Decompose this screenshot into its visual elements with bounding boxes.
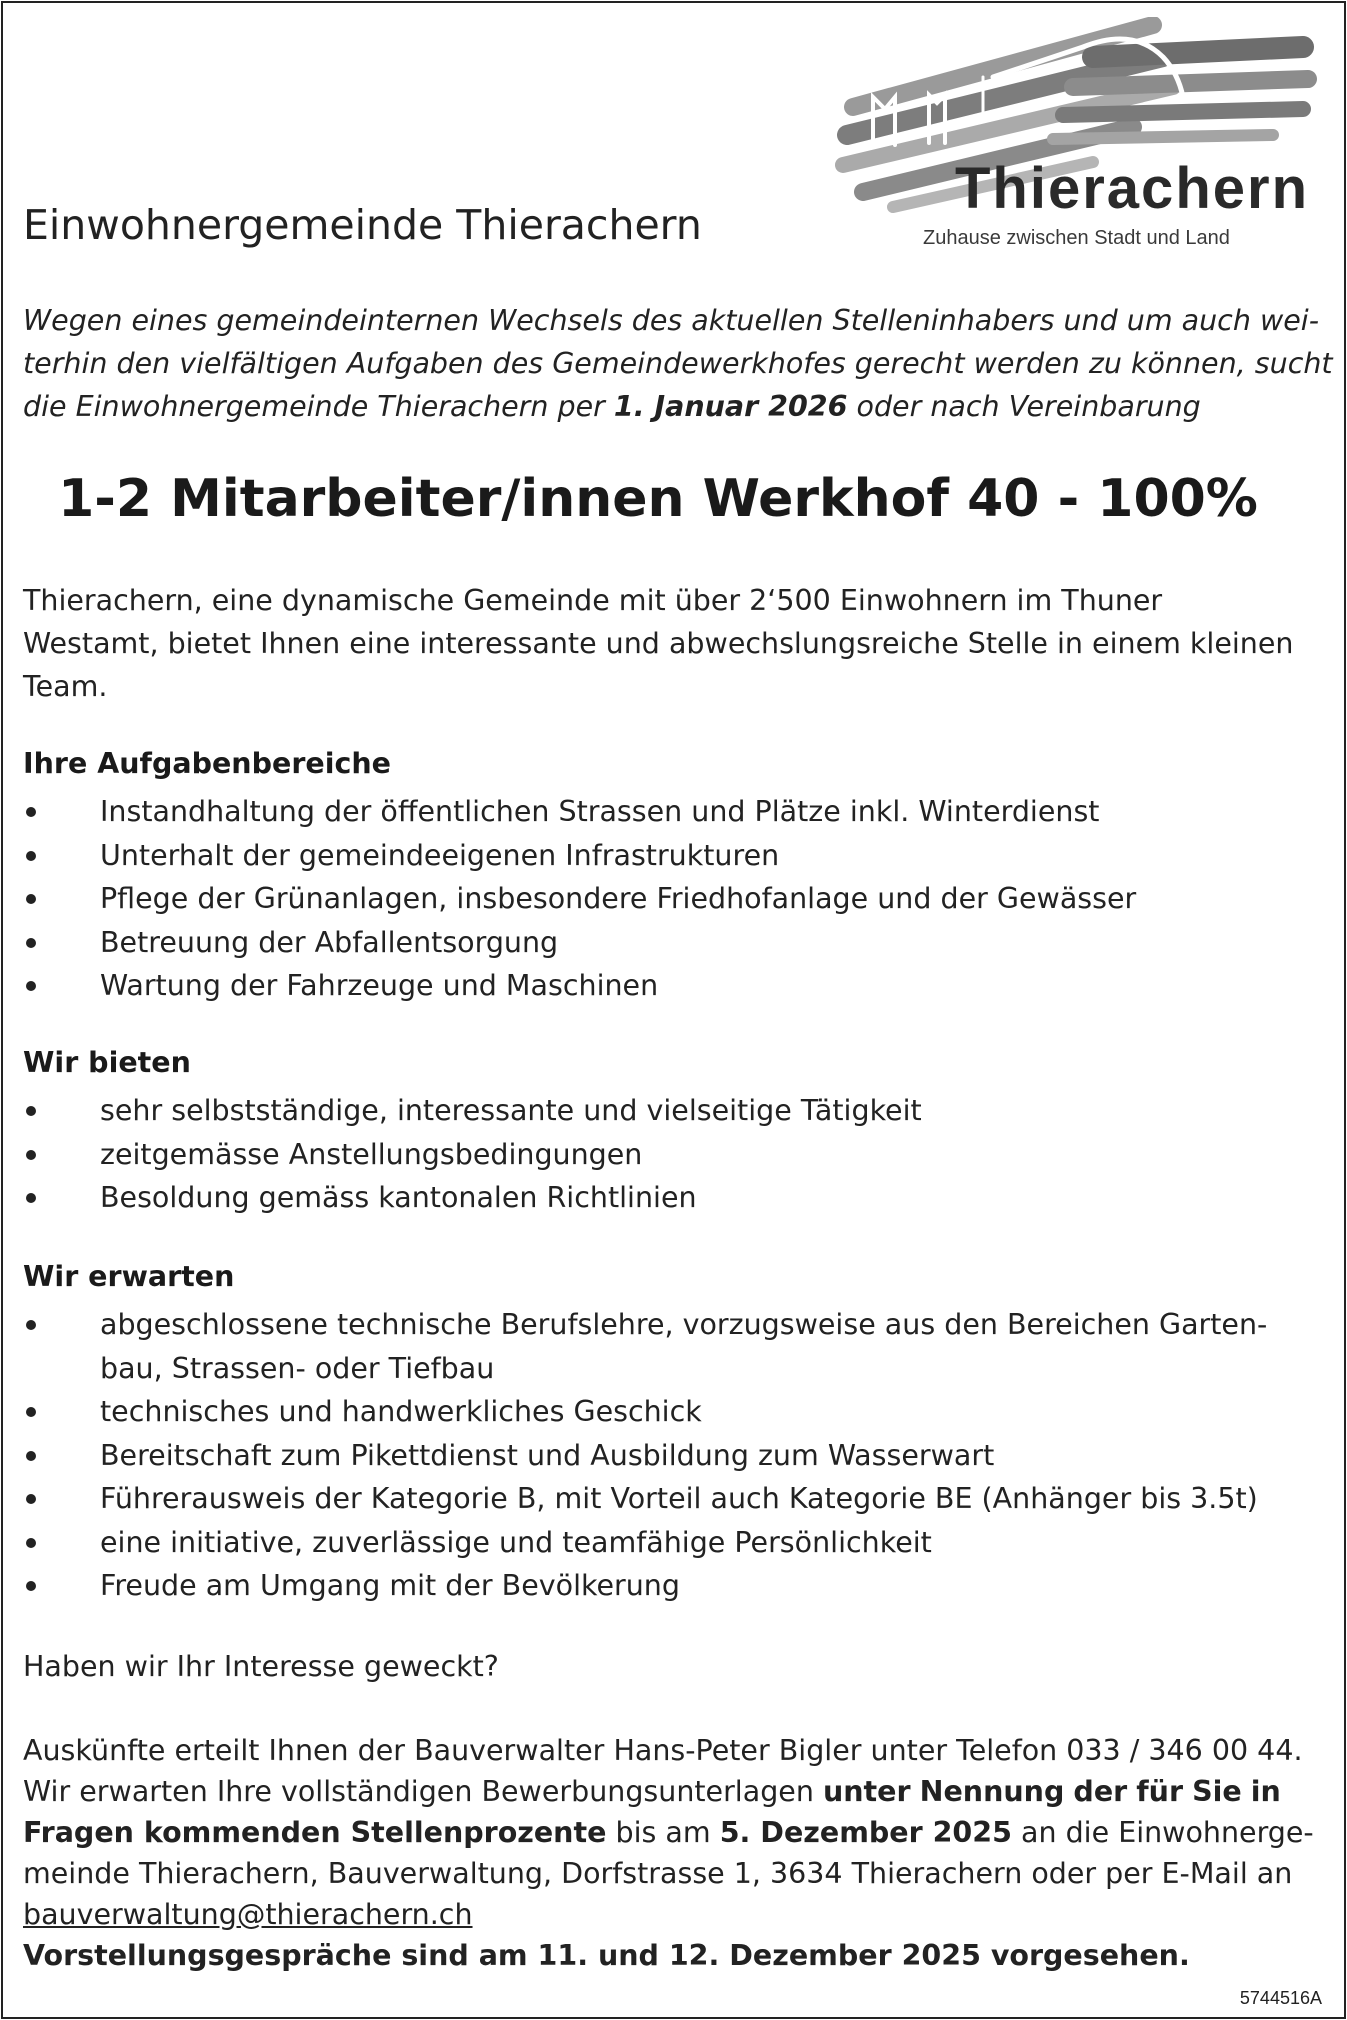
bullet-icon: [26, 981, 36, 991]
list-item: Freude am Umgang mit der Bevölkerung: [23, 1564, 1313, 1608]
intro-line-3-start: die Einwohnergemeinde Thierachern per: [23, 390, 614, 423]
logo-wordmark: Thierachern: [955, 156, 1309, 221]
reference-number: 5744516A: [1239, 1988, 1322, 2008]
list-item: Bereitschaft zum Pikettdienst und Ausbildung zum Wasserwart: [23, 1434, 1313, 1478]
intro-line-3-end: oder nach Vereinbarung: [847, 390, 1201, 423]
bullet-icon: [26, 894, 36, 904]
list-item: Pflege der Grünanlagen, insbesondere Friedhofanlage und der Gewässer: [23, 877, 1313, 921]
email-link[interactable]: bauverwaltung@thierachern.ch: [23, 1898, 473, 1931]
interest-question: Haben wir Ihr Interesse geweckt?: [23, 1650, 499, 1683]
list-item: Wartung der Fahrzeuge und Maschinen: [23, 964, 1313, 1008]
bullet-icon: [26, 938, 36, 948]
expect-heading: Wir erwarten: [23, 1260, 235, 1293]
list-item: eine initiative, zuverlässige und teamfähige Persönlichkeit: [23, 1521, 1313, 1565]
intro-line-1: Wegen eines gemeindeinternen Wechsels des aktuellen Stelleninhabers und um auch wei-: [23, 304, 1320, 337]
bullet-icon: [26, 1193, 36, 1203]
bullet-icon: [26, 1538, 36, 1548]
contact-line-3: Fragen kommenden Stellenprozente bis am 5. Dezember 2025 an die Einwohnerge-: [23, 1816, 1314, 1849]
bullet-icon: [26, 807, 36, 817]
logo-tagline: Zuhause zwischen Stadt und Land: [923, 227, 1230, 249]
organization-name: Einwohnergemeinde Thierachern: [23, 201, 702, 249]
contact-line-2: Wir erwarten Ihre vollständigen Bewerbungsunterlagen unter Nennung der für Sie in: [23, 1775, 1281, 1808]
intro-line-2: terhin den vielfältigen Aufgaben des Gemeindewerkhofes gerecht werden zu können, sucht: [23, 347, 1333, 380]
bullet-icon: [26, 1150, 36, 1160]
description-line-1: Thierachern, eine dynamische Gemeinde mit über 2‘500 Einwohnern im Thuner: [23, 584, 1163, 617]
list-item: Besoldung gemäss kantonalen Richtlinien: [23, 1176, 1313, 1220]
bullet-icon: [26, 1106, 36, 1116]
bullet-icon: [26, 1581, 36, 1591]
offer-heading: Wir bieten: [23, 1046, 191, 1079]
description-line-3: Team.: [23, 670, 108, 703]
contact-line-4: meinde Thierachern, Bauverwaltung, Dorfstrasse 1, 3634 Thierachern oder per E-Mail an: [23, 1857, 1293, 1890]
thierachern-logo: [833, 17, 1333, 247]
list-item: Unterhalt der gemeindeeigenen Infrastrukturen: [23, 834, 1313, 878]
list-item: Führerausweis der Kategorie B, mit Vorteil auch Kategorie BE (Anhänger bis 3.5t): [23, 1477, 1313, 1521]
tasks-heading: Ihre Aufgabenbereiche: [23, 747, 391, 780]
list-item: technisches und handwerkliches Geschick: [23, 1390, 1313, 1434]
description-paragraph: [23, 579, 1313, 708]
contact-line-1: Auskünfte erteilt Ihnen der Bauverwalter Hans-Peter Bigler unter Telefon 033 / 346 00 44.: [23, 1734, 1303, 1767]
percentage-note: Fragen kommenden Stellenprozente: [23, 1816, 607, 1849]
description-line-2: Westamt, bietet Ihnen eine interessante und abwechslungsreiche Stelle in einem kleinen: [23, 627, 1294, 660]
bullet-icon: [26, 1451, 36, 1461]
list-item: Betreuung der Abfallentsorgung: [23, 921, 1313, 965]
interview-dates: Vorstellungsgespräche sind am 11. und 12. Dezember 2025 vorgesehen.: [23, 1939, 1190, 1972]
expect-list: [23, 1303, 1313, 1608]
job-title: 1-2 Mitarbeiter/innen Werkhof 40 - 100%: [58, 469, 1258, 529]
bullet-icon: [26, 851, 36, 861]
contact-paragraph: [23, 1730, 1313, 1976]
bullet-icon: [26, 1407, 36, 1417]
bullet-icon: [26, 1494, 36, 1504]
deadline-date: 5. Dezember 2025: [719, 1816, 1012, 1849]
list-item: abgeschlossene technische Berufslehre, vorzugsweise aus den Bereichen Garten- bau, Strassen- oder Tiefbau: [23, 1303, 1313, 1390]
ad-frame: [1, 1, 1346, 2019]
contact-email-line: [23, 1894, 1313, 1935]
intro-paragraph: [23, 299, 1333, 428]
bullet-icon: [26, 1320, 36, 1330]
intro-line-3: [23, 385, 1293, 428]
list-item: Instandhaltung der öffentlichen Strassen und Plätze inkl. Winterdienst: [23, 790, 1313, 834]
start-date: 1. Januar 2026: [613, 390, 848, 423]
list-item: zeitgemässe Anstellungsbedingungen: [23, 1133, 1313, 1177]
offer-list: [23, 1089, 1313, 1220]
list-item: sehr selbstständige, interessante und vielseitige Tätigkeit: [23, 1089, 1313, 1133]
tasks-list: [23, 790, 1313, 1008]
